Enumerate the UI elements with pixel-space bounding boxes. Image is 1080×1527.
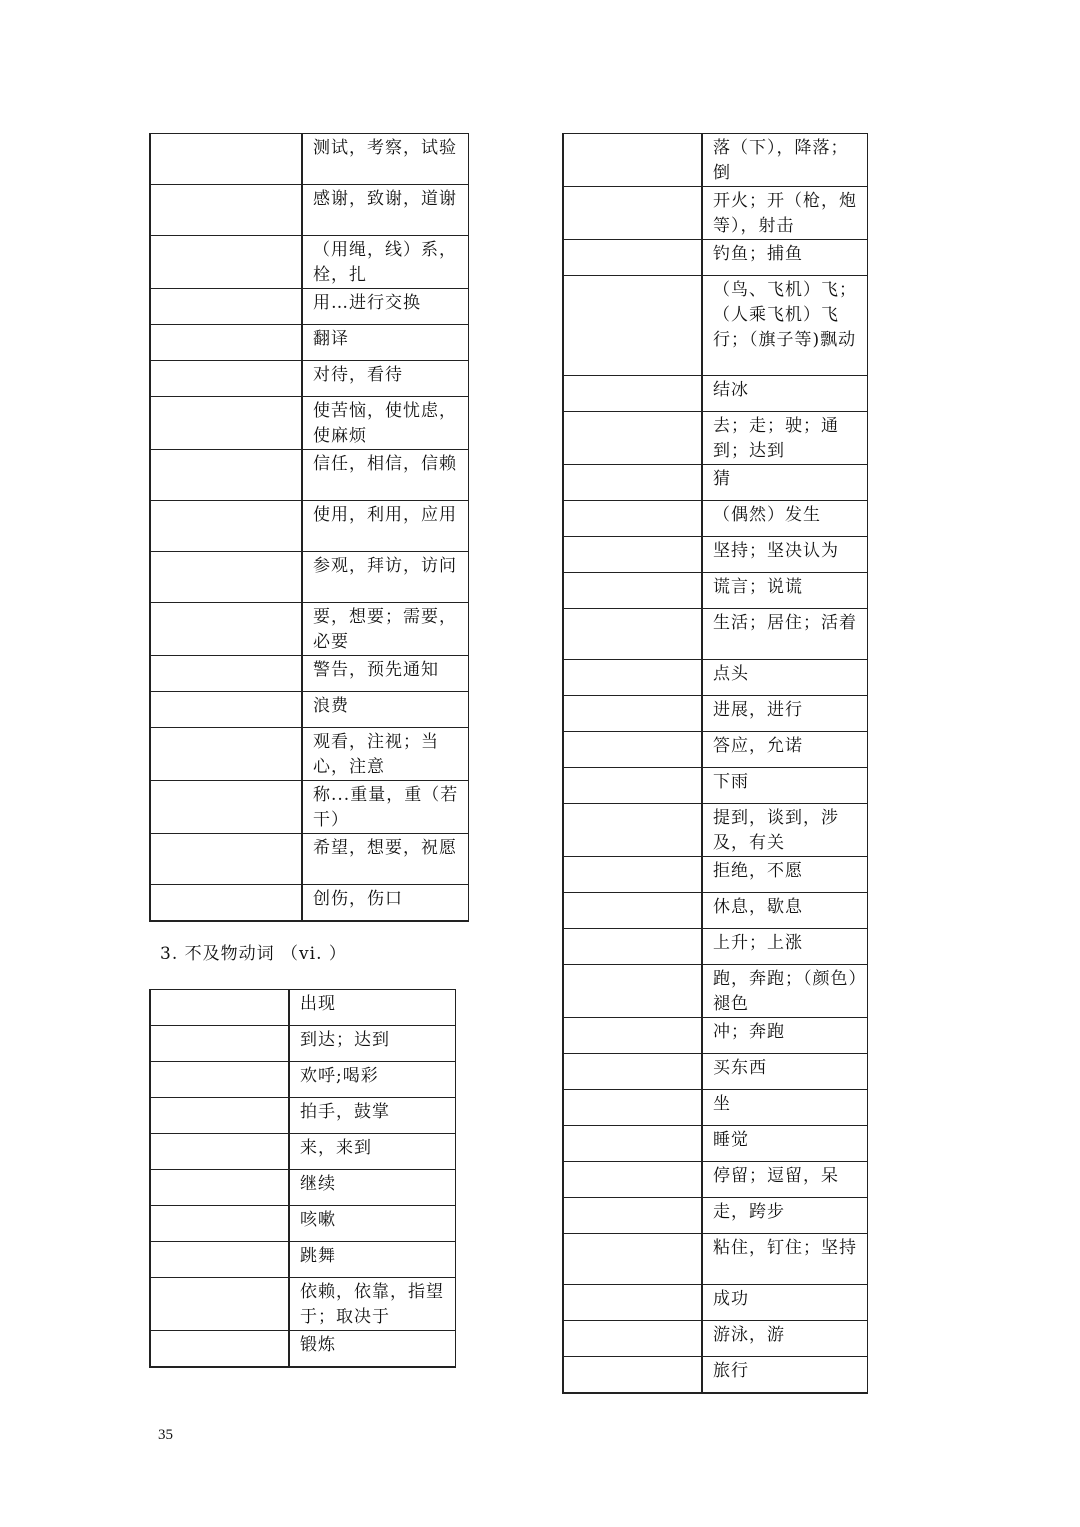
meaning-cell: 跳舞 — [289, 1242, 456, 1278]
meaning-cell: 落（下），降落；倒 — [702, 134, 868, 187]
meaning-cell: 旅行 — [702, 1357, 868, 1393]
answer-blank[interactable] — [563, 412, 702, 465]
meaning-cell: 创伤，伤口 — [302, 885, 469, 921]
answer-blank[interactable] — [563, 1357, 702, 1393]
meaning-cell: 休息，歇息 — [702, 893, 868, 929]
answer-blank[interactable] — [563, 187, 702, 240]
meaning-cell: 睡觉 — [702, 1126, 868, 1162]
meaning-cell: 希望，想要，祝愿 — [302, 834, 469, 885]
meaning-cell: 谎言；说谎 — [702, 573, 868, 609]
answer-blank[interactable] — [563, 857, 702, 893]
answer-blank[interactable] — [563, 1285, 702, 1321]
meaning-cell: 点头 — [702, 660, 868, 696]
answer-blank[interactable] — [563, 465, 702, 501]
meaning-cell: 称...重量，重（若干） — [302, 781, 469, 834]
vocab-table-right — [562, 133, 868, 1394]
answer-blank[interactable] — [563, 768, 702, 804]
meaning-cell: 成功 — [702, 1285, 868, 1321]
answer-blank[interactable] — [563, 696, 702, 732]
meaning-cell: （偶然）发生 — [702, 501, 868, 537]
meaning-cell: 买东西 — [702, 1054, 868, 1090]
meaning-cell: 去；走；驶；通到；达到 — [702, 412, 868, 465]
meaning-cell: 走，跨步 — [702, 1198, 868, 1234]
meaning-cell: （鸟、飞机）飞；（人乘飞机）飞行；（旗子等)飘动 — [702, 276, 868, 376]
answer-blank[interactable] — [563, 1321, 702, 1357]
answer-blank[interactable] — [563, 1018, 702, 1054]
answer-blank[interactable] — [150, 656, 302, 692]
meaning-cell: 锻炼 — [289, 1331, 456, 1367]
answer-blank[interactable] — [563, 376, 702, 412]
answer-blank[interactable] — [563, 1090, 702, 1126]
answer-blank[interactable] — [150, 289, 302, 325]
answer-blank[interactable] — [563, 732, 702, 768]
meaning-cell: 要，想要；需要，必要 — [302, 603, 469, 656]
answer-blank[interactable] — [563, 240, 702, 276]
answer-blank[interactable] — [563, 537, 702, 573]
answer-blank[interactable] — [150, 990, 289, 1026]
answer-blank[interactable] — [150, 450, 302, 501]
meaning-cell: 测试，考察，试验 — [302, 134, 469, 185]
meaning-cell: 拒绝，不愿 — [702, 857, 868, 893]
answer-blank[interactable] — [563, 1162, 702, 1198]
answer-blank[interactable] — [150, 185, 302, 236]
meaning-cell: 依赖，依靠，指望于；取决于 — [289, 1278, 456, 1331]
answer-blank[interactable] — [150, 501, 302, 552]
answer-blank[interactable] — [563, 276, 702, 376]
answer-blank[interactable] — [563, 965, 702, 1018]
answer-blank[interactable] — [563, 1054, 702, 1090]
answer-blank[interactable] — [150, 552, 302, 603]
answer-blank[interactable] — [150, 1098, 289, 1134]
answer-blank[interactable] — [150, 1170, 289, 1206]
meaning-cell: 钓鱼；捕鱼 — [702, 240, 868, 276]
meaning-cell: 坐 — [702, 1090, 868, 1126]
answer-blank[interactable] — [563, 804, 702, 857]
answer-blank[interactable] — [150, 834, 302, 885]
meaning-cell: 提到，谈到，涉及，有关 — [702, 804, 868, 857]
meaning-cell: 跑，奔跑；（颜色）褪色 — [702, 965, 868, 1018]
answer-blank[interactable] — [150, 728, 302, 781]
answer-blank[interactable] — [150, 1062, 289, 1098]
meaning-cell: 游泳，游 — [702, 1321, 868, 1357]
meaning-cell: 到达；达到 — [289, 1026, 456, 1062]
answer-blank[interactable] — [563, 573, 702, 609]
meaning-cell: 答应，允诺 — [702, 732, 868, 768]
answer-blank[interactable] — [150, 236, 302, 289]
answer-blank[interactable] — [150, 1278, 289, 1331]
meaning-cell: 使用，利用，应用 — [302, 501, 469, 552]
answer-blank[interactable] — [150, 134, 302, 185]
meaning-cell: 下雨 — [702, 768, 868, 804]
meaning-cell: 参观，拜访，访问 — [302, 552, 469, 603]
answer-blank[interactable] — [563, 1198, 702, 1234]
answer-blank[interactable] — [150, 603, 302, 656]
answer-blank[interactable] — [563, 893, 702, 929]
answer-blank[interactable] — [150, 1242, 289, 1278]
answer-blank[interactable] — [563, 929, 702, 965]
meaning-cell: 坚持；坚决认为 — [702, 537, 868, 573]
meaning-cell: 进展，进行 — [702, 696, 868, 732]
answer-blank[interactable] — [150, 361, 302, 397]
answer-blank[interactable] — [150, 885, 302, 921]
meaning-cell: 信任，相信，信赖 — [302, 450, 469, 501]
meaning-cell: 粘住，钉住；坚持 — [702, 1234, 868, 1285]
meaning-cell: 对待，看待 — [302, 361, 469, 397]
answer-blank[interactable] — [150, 325, 302, 361]
answer-blank[interactable] — [563, 660, 702, 696]
meaning-cell: 来，来到 — [289, 1134, 456, 1170]
meaning-cell: 浪费 — [302, 692, 469, 728]
meaning-cell: 出现 — [289, 990, 456, 1026]
meaning-cell: 冲；奔跑 — [702, 1018, 868, 1054]
answer-blank[interactable] — [150, 781, 302, 834]
answer-blank[interactable] — [150, 1134, 289, 1170]
answer-blank[interactable] — [150, 1206, 289, 1242]
meaning-cell: 用…进行交换 — [302, 289, 469, 325]
meaning-cell: 观看，注视；当心，注意 — [302, 728, 469, 781]
meaning-cell: 继续 — [289, 1170, 456, 1206]
answer-blank[interactable] — [563, 1234, 702, 1285]
meaning-cell: 上升；上涨 — [702, 929, 868, 965]
answer-blank[interactable] — [563, 609, 702, 660]
section-heading: 3. 不及物动词 （vi. ） — [160, 944, 347, 964]
answer-blank[interactable] — [563, 134, 702, 187]
vocab-table-left-top — [149, 133, 469, 922]
answer-blank[interactable] — [563, 1126, 702, 1162]
vocab-table-left-bottom — [149, 989, 456, 1368]
answer-blank[interactable] — [150, 692, 302, 728]
answer-blank[interactable] — [563, 501, 702, 537]
meaning-cell: 感谢，致谢，道谢 — [302, 185, 469, 236]
meaning-cell: 猜 — [702, 465, 868, 501]
meaning-cell: 咳嗽 — [289, 1206, 456, 1242]
meaning-cell: 警告，预先通知 — [302, 656, 469, 692]
answer-blank[interactable] — [150, 397, 302, 450]
page-number: 35 — [158, 1427, 173, 1443]
meaning-cell: 生活；居住；活着 — [702, 609, 868, 660]
meaning-cell: （用绳，线）系，栓，扎 — [302, 236, 469, 289]
meaning-cell: 欢呼;喝彩 — [289, 1062, 456, 1098]
meaning-cell: 翻译 — [302, 325, 469, 361]
meaning-cell: 使苦恼，使忧虑，使麻烦 — [302, 397, 469, 450]
answer-blank[interactable] — [150, 1331, 289, 1367]
meaning-cell: 停留；逗留，呆 — [702, 1162, 868, 1198]
answer-blank[interactable] — [150, 1026, 289, 1062]
meaning-cell: 拍手，鼓掌 — [289, 1098, 456, 1134]
meaning-cell: 开火；开（枪，炮等），射击 — [702, 187, 868, 240]
meaning-cell: 结冰 — [702, 376, 868, 412]
